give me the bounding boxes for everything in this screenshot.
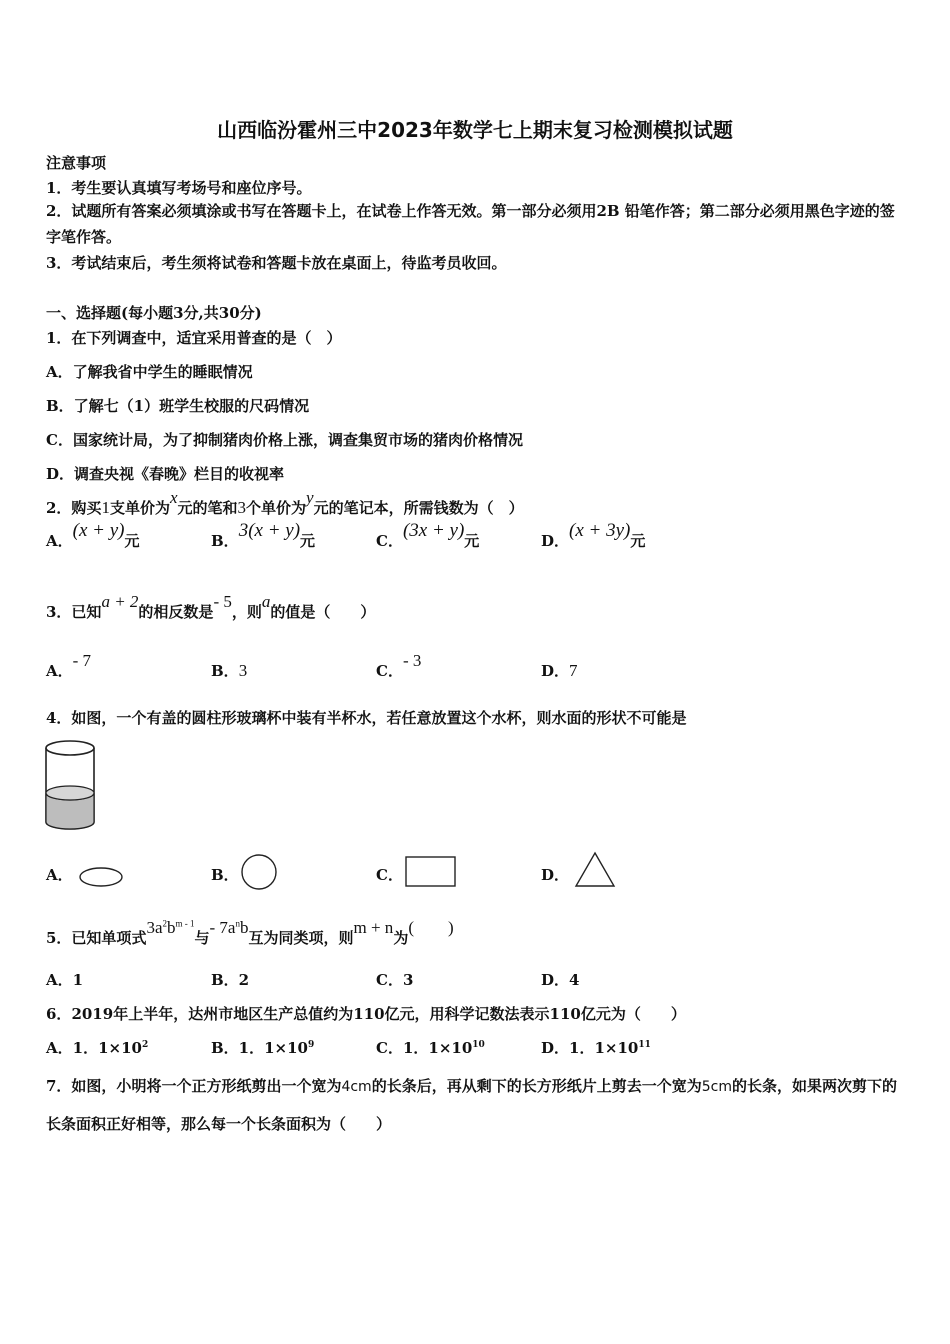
q6-option-d: D．1．$1\times 10^{11}$ (541, 1039, 651, 1057)
q2-expr-a: (x + y) (72, 520, 125, 541)
q3-value: - 5 (213, 592, 232, 611)
q1-option-c: C．国家统计局，为了抑制猪肉价格上涨，调查集贸市场的猪肉价格情况 (46, 431, 523, 449)
q3-option-c: C．- 3 (376, 651, 422, 680)
q2-text-1: 2．购买 (46, 499, 102, 517)
q6-option-a: A．1．$1\times 10^2$ (46, 1039, 149, 1057)
q2-text-2: 支单价为 (109, 499, 170, 517)
q2-option-c: C．(3x + y)元 (376, 520, 480, 550)
q5-paren: ( ) (408, 918, 454, 937)
q3-expr: a + 2 (101, 592, 139, 611)
q5-option-b: B．2 (211, 971, 250, 989)
q5-option-c: C．3 (376, 971, 414, 989)
q3-var: a (261, 592, 271, 611)
q2-var-y: y (306, 488, 314, 507)
q6-option-b: B．1．$1\times 10^9$ (211, 1039, 315, 1057)
question-5-stem: 5．已知单项式$3a^2b^{m - 1}$与- $7a^nb$互为同类项，则m + n为( ) (46, 918, 454, 947)
q4-option-c-label: C． (376, 866, 403, 884)
notice-heading: 注意事项 (46, 154, 107, 172)
q1-option-d: D．调查央视《春晚》栏目的收视率 (46, 465, 285, 483)
triangle-shape (574, 851, 616, 889)
question-6-stem: 6．2019年上半年，达州市地区生产总值约为110亿元，用科学记数法表示110亿元为（ ） (46, 1005, 686, 1023)
q1-option-b: B．了解七（1）班学生校服的尺码情况 (46, 397, 310, 415)
q4-option-d-label: D． (541, 866, 570, 884)
circle-shape (240, 853, 278, 891)
notice-item-3: 3．考试结束后，考生须将试卷和答题卡放在桌面上，待监考员收回。 (46, 254, 507, 272)
question-7-stem: 7．如图，小明将一个正方形纸剪出一个宽为4cm的长条后，再从剩下的长方形纸片上剪去一个宽为5cm的长条，如果两次剪下的长条面积正好相等，那么每一个长条面积为（ ） (46, 1077, 897, 1133)
q2-expr-b: 3(x + y) (238, 520, 301, 541)
ellipse-shape (78, 866, 124, 888)
question-2-stem (46, 488, 524, 518)
section-heading: 一、选择题(每小题3分,共30分) (46, 304, 262, 322)
q2-option-b: B．3(x + y)元 (211, 520, 316, 550)
q2-num-1: 1 (101, 498, 110, 517)
glass-cup-figure (42, 738, 98, 832)
q3-option-a: A．- 7 (46, 651, 92, 680)
q2-expr-c: (3x + y) (402, 520, 465, 541)
q3-option-b: B．3 (211, 661, 248, 680)
q4-option-b-label: B． (211, 866, 239, 884)
q2-option-a: A．(x + y)元 (46, 520, 140, 550)
q2-text-3: 元的笔和 (177, 499, 238, 517)
q2-var-x: x (169, 488, 178, 507)
q1-option-a: A．了解我省中学生的睡眠情况 (46, 363, 253, 381)
q5-monomial-1: $3a^2b^{m - 1}$ (146, 918, 195, 937)
page-title: 山西临汾霍州三中2023年数学七上期末复习检测模拟试题 (217, 118, 733, 142)
q2-num-3: 3 (237, 498, 247, 517)
notice-item-1: 1．考生要认真填写考场号和座位序号。 (46, 179, 312, 197)
q3-option-d: D．7 (541, 661, 578, 680)
q5-monomial-2: - $7a^nb$ (209, 918, 249, 937)
q5-option-a: A．1 (46, 971, 84, 989)
question-4-stem: 4．如图，一个有盖的圆柱形玻璃杯中装有半杯水，若任意放置这个水杯，则水面的形状不可能是 (46, 709, 687, 727)
question-3-stem: 3．已知a + 2的相反数是- 5，则a的值是（ ） (46, 592, 376, 621)
q2-text-4: 个单价为 (246, 499, 307, 517)
rectangle-shape (405, 856, 457, 888)
q2-text-5: 元的笔记本，所需钱数为（ ） (313, 499, 524, 517)
q4-option-a-label: A． (46, 866, 73, 884)
q2-option-d: D．(x + 3y)元 (541, 520, 646, 550)
question-1-stem: 1．在下列调查中，适宜采用普查的是（ ） (46, 329, 342, 347)
q5-option-d: D．4 (541, 971, 580, 989)
q2-expr-d: (x + 3y) (569, 520, 631, 541)
q5-sum: m + n (353, 918, 394, 937)
q6-option-c: C．1．$1\times 10^{10}$ (376, 1039, 485, 1057)
notice-item-2: 2．试题所有答案必须填涂或书写在答题卡上，在试卷上作答无效。第一部分必须用2B 铅笔作答；第二部分必须用黑色字迹的签字笔作答。 (46, 202, 895, 246)
